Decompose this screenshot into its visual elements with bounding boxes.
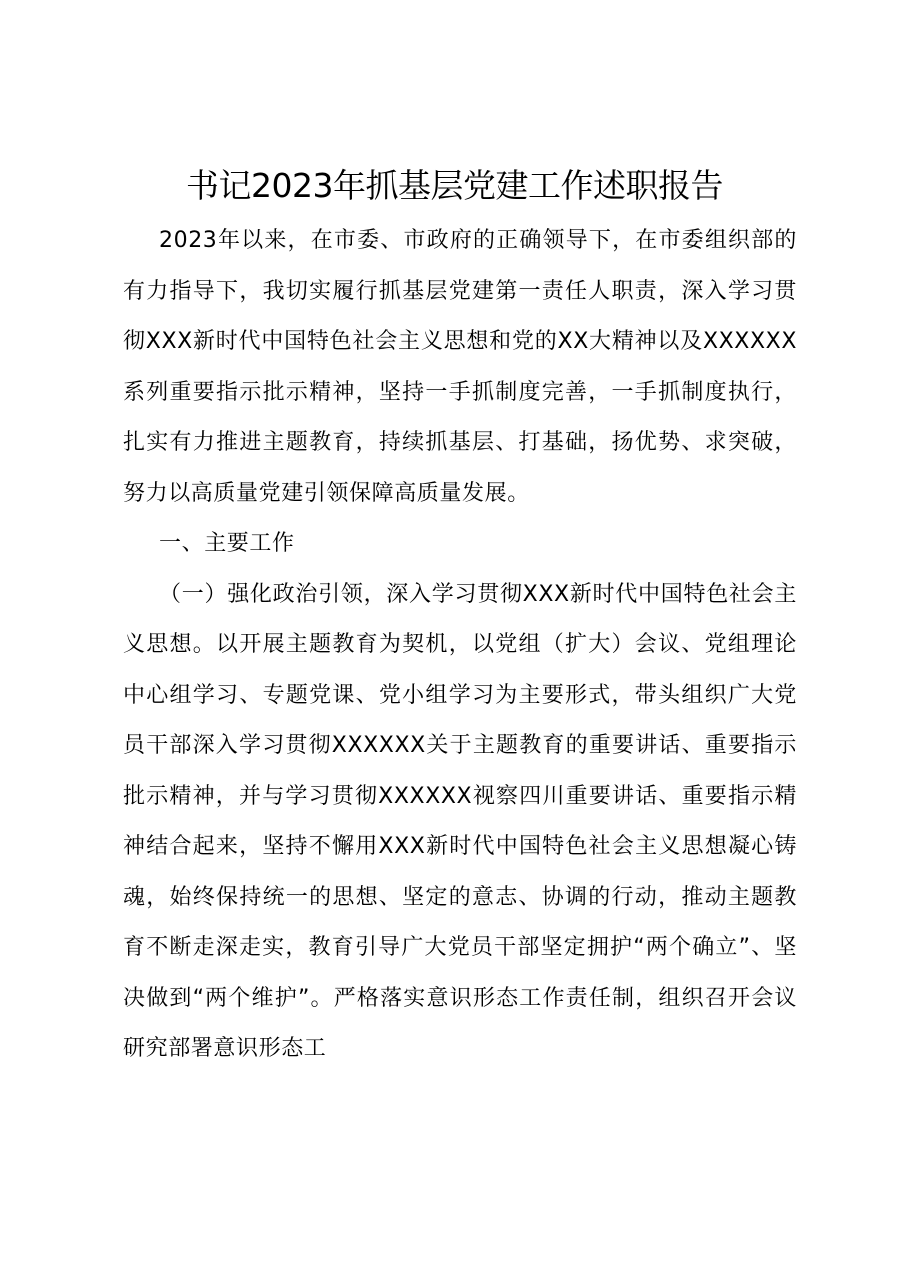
paragraph-political-guidance: （一）强化政治引领，深入学习贯彻XXX新时代中国特色社会主义思想。以开展主题教育为契机，以党组（扩大）会议、党组理论中心组学习、专题党课、党小组学习为主要形式，带头组织广大党员干部深入学习贯彻XXXXXX关于主题教育的重要讲话、重要指示批示精神，并与学习贯彻XXXXXX视察四川重要讲话、重要指示精神结合起来，坚持不懈用XXX新时代中国特色社会主义思想凝心铸魂，始终保持统一的思想、坚定的意志、协调的行动，推动主题教育不断走深走实，教育引导广大党员干部坚定拥护“两个确立”、坚决做到“两个维护”。严格落实意识形态工作责任制，组织召开会议研究部署意识形态工: [123, 581, 797, 1061]
paragraph-intro: 2023年以来，在市委、市政府的正确领导下，在市委组织部的有力指导下，我切实履行抓基层党建第一责任人职责，深入学习贯彻XXX新时代中国特色社会主义思想和党的XX大精神以及XXXXXX系列重要指示批示精神，坚持一手抓制度完善，一手抓制度执行，扎实有力推进主题教育，持续抓基层、打基础，扬优势、求突破，努力以高质量党建引领保障高质量发展。: [123, 228, 797, 506]
section-heading-main-work: 一、主要工作: [159, 531, 295, 556]
document-title: 书记2023年抓基层党建工作述职报告: [186, 166, 723, 205]
document-body: [123, 216, 797, 1075]
